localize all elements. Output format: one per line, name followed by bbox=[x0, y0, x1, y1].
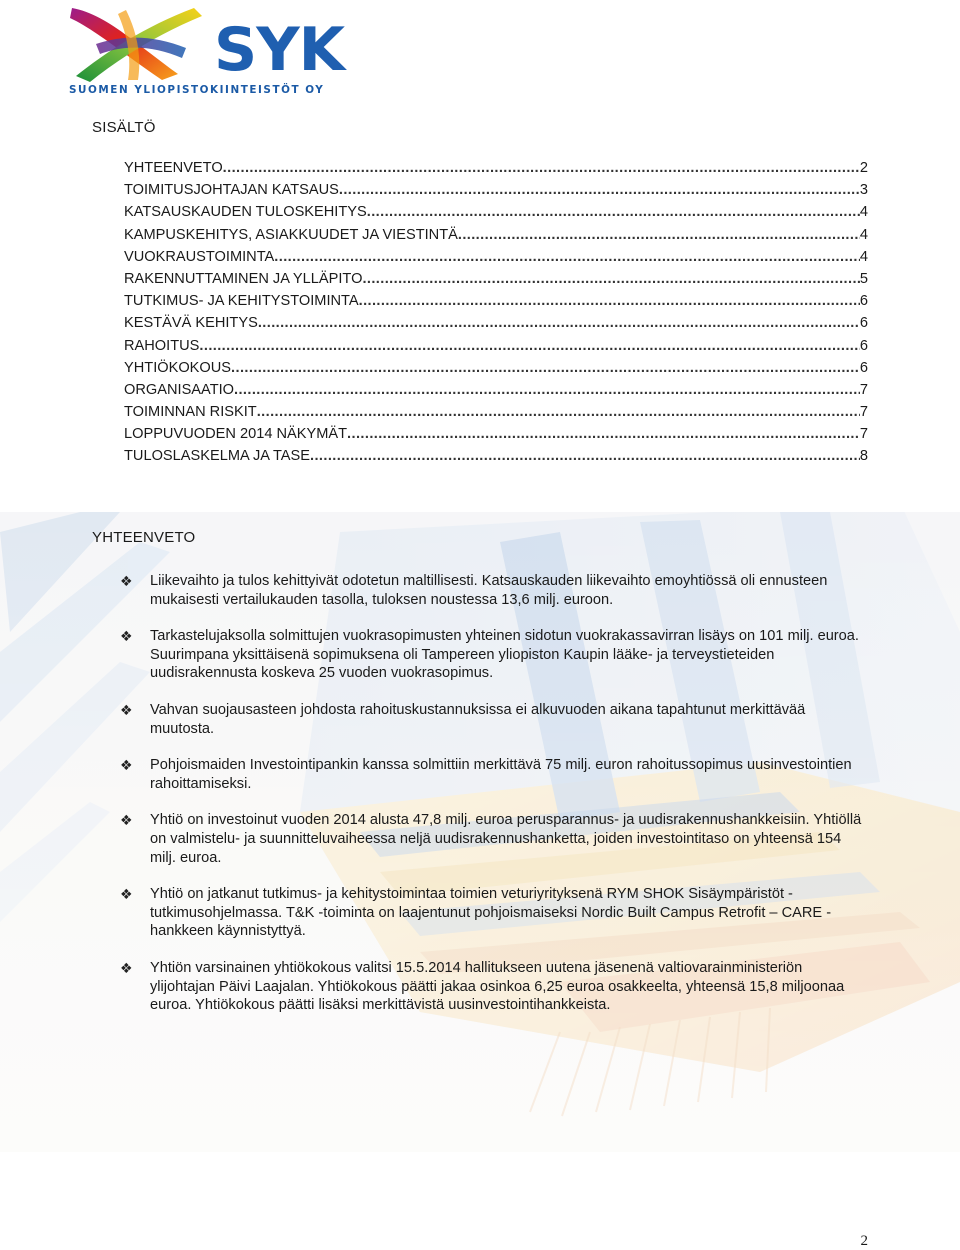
logo-tagline: SUOMEN YLIOPISTOKIINTEISTÖT OY bbox=[69, 84, 325, 96]
toc-entry-page: 4 bbox=[859, 248, 868, 265]
list-item bbox=[120, 885, 870, 941]
toc-entry[interactable] bbox=[124, 360, 868, 382]
diamond-bullet-icon: ❖ bbox=[120, 757, 133, 774]
page-number: 2 bbox=[860, 1233, 868, 1249]
toc-entry[interactable] bbox=[124, 426, 868, 448]
toc-entry[interactable] bbox=[124, 271, 868, 293]
toc-leader-dots bbox=[199, 338, 859, 354]
toc-leader-dots bbox=[310, 448, 860, 464]
toc-entry-title: RAHOITUS bbox=[124, 337, 200, 354]
toc-leader-dots bbox=[234, 382, 860, 398]
toc-entry[interactable] bbox=[124, 448, 868, 470]
toc-leader-dots bbox=[367, 204, 860, 220]
toc-entry-title: TOIMINNAN RISKIT bbox=[124, 404, 257, 421]
bullet-text: Yhtiö on jatkanut tutkimus- ja kehitystoimintaa toimien veturiyrityksenä RYM SHOK Sisäympäristöt -tutkimusohjelmassa. T&K -toiminta on laajentunut pohjoismaiseksi Nordic Built Campus Retrofit – CARE -hankkeen käynnistyttyä. bbox=[150, 886, 832, 940]
toc-leader-dots bbox=[362, 271, 859, 287]
list-item bbox=[120, 701, 870, 738]
toc-entry-title: KESTÄVÄ KEHITYS bbox=[124, 315, 258, 332]
logo-wordmark: SYK bbox=[214, 15, 345, 85]
toc-entry[interactable] bbox=[124, 204, 868, 226]
toc-entry-page: 4 bbox=[859, 204, 868, 221]
toc-entry-page: 7 bbox=[859, 381, 868, 398]
list-item bbox=[120, 572, 870, 609]
toc-entry[interactable] bbox=[124, 227, 868, 249]
toc-entry-title: KATSAUSKAUDEN TULOSKEHITYS bbox=[124, 204, 367, 221]
toc-entry-title: LOPPUVUODEN 2014 NÄKYMÄT bbox=[124, 426, 348, 443]
bullet-text: Liikevaihto ja tulos kehittyivät odotetun maltillisesti. Katsauskauden liikevaihto emoyhtiössä oli ennusteen mukaisesti vertailukauden tasolla, tuloksen noustessa 13,6 milj. euroon. bbox=[150, 573, 828, 608]
list-item bbox=[120, 756, 870, 793]
toc-leader-dots bbox=[359, 293, 860, 309]
toc-entry-title: TULOSLASKELMA JA TASE bbox=[124, 448, 311, 465]
bullet-text: Pohjoismaiden Investointipankin kanssa solmittiin merkittävä 75 milj. euron rahoitussopimus uusinvestointien rahoittamiseksi. bbox=[150, 757, 852, 792]
toc-entry-page: 2 bbox=[859, 160, 868, 176]
toc-entry[interactable] bbox=[124, 338, 868, 360]
toc-entry-page: 6 bbox=[859, 359, 868, 376]
diamond-bullet-icon: ❖ bbox=[120, 959, 133, 976]
toc-entry-title: YHTEENVETO bbox=[124, 160, 223, 176]
table-of-contents bbox=[124, 160, 868, 471]
toc-leader-dots bbox=[257, 404, 860, 420]
toc-entry-page: 6 bbox=[859, 315, 868, 332]
toc-entry[interactable] bbox=[124, 293, 868, 315]
diamond-bullet-icon: ❖ bbox=[120, 886, 133, 903]
toc-entry-page: 7 bbox=[859, 404, 868, 421]
toc-entry-title: RAKENNUTTAMINEN JA YLLÄPITO bbox=[124, 270, 363, 287]
toc-entry-page: 3 bbox=[859, 182, 868, 199]
toc-entry[interactable] bbox=[124, 249, 868, 271]
toc-leader-dots bbox=[274, 249, 860, 265]
bullet-text: Tarkastelujaksolla solmittujen vuokrasopimusten yhteinen sidotun vuokrakassavirran lisäys on 101 milj. euroa. Suurimpana yksittäisenä sopimuksena oli Tampereen yliopiston Kaupin lääke- ja terveystieteiden uudisrakennusta koskeva 25 vuoden vuokrasopimus. bbox=[150, 628, 859, 682]
toc-entry-title: KAMPUSKEHITYS, ASIAKKUUDET JA VIESTINTÄ bbox=[124, 226, 458, 243]
toc-entry-page: 6 bbox=[859, 337, 868, 354]
toc-entry[interactable] bbox=[124, 182, 868, 204]
toc-entry-page: 7 bbox=[859, 426, 868, 443]
toc-entry-title: VUOKRAUSTOIMINTA bbox=[124, 248, 275, 265]
toc-entry-page: 5 bbox=[859, 270, 868, 287]
diamond-bullet-icon: ❖ bbox=[120, 573, 133, 589]
toc-leader-dots bbox=[347, 426, 860, 442]
summary-bullet-list bbox=[120, 572, 870, 1015]
diamond-bullet-icon: ❖ bbox=[120, 701, 133, 718]
toc-entry-page: 8 bbox=[859, 448, 868, 465]
toc-entry[interactable] bbox=[124, 382, 868, 404]
summary-heading: YHTEENVETO bbox=[92, 529, 196, 546]
list-item bbox=[120, 627, 870, 683]
toc-entry[interactable] bbox=[124, 404, 868, 426]
diamond-bullet-icon: ❖ bbox=[120, 628, 133, 645]
toc-entry-title: TUTKIMUS- JA KEHITYSTOIMINTA bbox=[124, 293, 359, 310]
bullet-text: Yhtiö on investoinut vuoden 2014 alusta 47,8 milj. euroa perusparannus- ja uudisrakennushankkeisiin. Yhtiöllä on valmistelu- ja suunnitteluvaiheessa neljä uudisrakennushanketta, joiden investointitaso on yhteensä 154 milj. euroa. bbox=[150, 812, 862, 866]
toc-entry-title: TOIMITUSJOHTAJAN KATSAUS bbox=[124, 182, 339, 199]
toc-entry-page: 6 bbox=[859, 293, 868, 310]
toc-leader-dots bbox=[458, 227, 860, 243]
bullet-text: Vahvan suojausasteen johdosta rahoituskustannuksissa ei alkuvuoden aikana tapahtunut merkittävää muutosta. bbox=[150, 701, 806, 737]
toc-entry-page: 4 bbox=[859, 226, 868, 243]
bullet-text: Yhtiön varsinainen yhtiökokous valitsi 15.5.2014 hallitukseen uutena jäsenenä valtiovarainministeriön ylijohtajan Päivi Laajalan. Yhtiökokous päätti jakaa osinkoa 6,25 euroa osakkeelta, yhteensä 15,8 miljoonaa euroa. Yhtiökokous päätti lisäksi merkittävistä uusinvestointihankkeista. bbox=[150, 959, 845, 1014]
list-item bbox=[120, 959, 870, 1015]
toc-leader-dots bbox=[223, 160, 860, 176]
list-item bbox=[120, 811, 870, 867]
toc-entry[interactable] bbox=[124, 315, 868, 337]
toc-heading: SISÄLTÖ bbox=[92, 119, 156, 136]
toc-entry-title: ORGANISAATIO bbox=[124, 381, 235, 398]
diamond-bullet-icon: ❖ bbox=[120, 812, 133, 829]
toc-entry-title: YHTIÖKOKOUS bbox=[124, 359, 232, 376]
toc-leader-dots bbox=[231, 360, 860, 376]
toc-entry[interactable] bbox=[124, 160, 868, 182]
toc-leader-dots bbox=[258, 315, 860, 331]
toc-leader-dots bbox=[339, 182, 860, 198]
